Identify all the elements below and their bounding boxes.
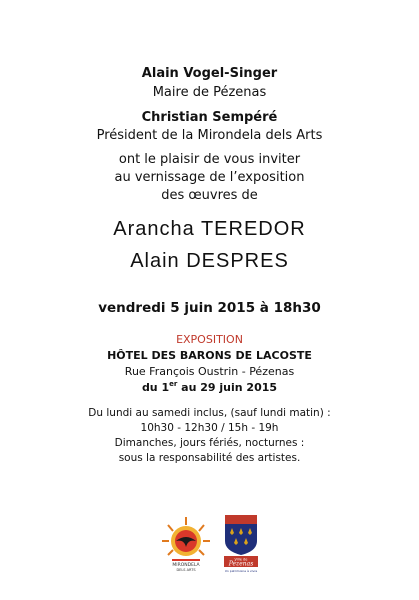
host-1-name: Alain Vogel-Singer [141,66,278,81]
exhibition-label: EXPOSITION [176,333,243,346]
exhibition-dates [0,381,419,394]
host-2-title: Président de la Mirondela dels Arts [96,128,323,143]
hours-line-1: Du lundi au samedi inclus, (sauf lundi matin) : [88,407,331,419]
pezenas-logo-top: Ville de [234,557,248,562]
pezenas-logo [223,513,259,575]
pezenas-logo-tagline: Un patrimoine à vivre [224,569,258,573]
invitation-line-2: au vernissage de l’exposition [114,170,305,185]
artist-2: Alain DESPRES [130,250,289,272]
exhibition-venue: HÔTEL DES BARONS DE LACOSTE [107,349,312,362]
hours-line-3: Dimanches, jours fériés, nocturnes : [114,437,305,449]
host-1-title: Maire de Pézenas [152,85,267,100]
mirondela-logo [158,513,214,573]
vernissage-date: vendredi 5 juin 2015 à 18h30 [98,300,321,316]
hours-line-2: 10h30 - 12h30 / 15h - 19h [140,422,279,434]
exhibition-dates-sup: er [169,380,178,388]
host-2-name: Christian Sempéré [141,110,278,125]
artist-1: Arancha TEREDOR [113,218,306,240]
exhibition-dates-prefix: du 1 [141,381,170,394]
invitation-line-3: des œuvres de [161,188,258,203]
pezenas-logo-name: Pézenas [228,560,254,568]
mirondela-caption-bottom: DELS ARTS [176,568,196,572]
exhibition-dates-suffix: au 29 juin 2015 [177,381,278,394]
mirondela-caption-top: MIRONDELA [172,563,200,568]
invitation-line-1: ont le plaisir de vous inviter [118,152,301,167]
hours-line-4: sous la responsabilité des artistes. [118,452,301,464]
exhibition-address: Rue François Oustrin - Pézenas [124,365,295,378]
